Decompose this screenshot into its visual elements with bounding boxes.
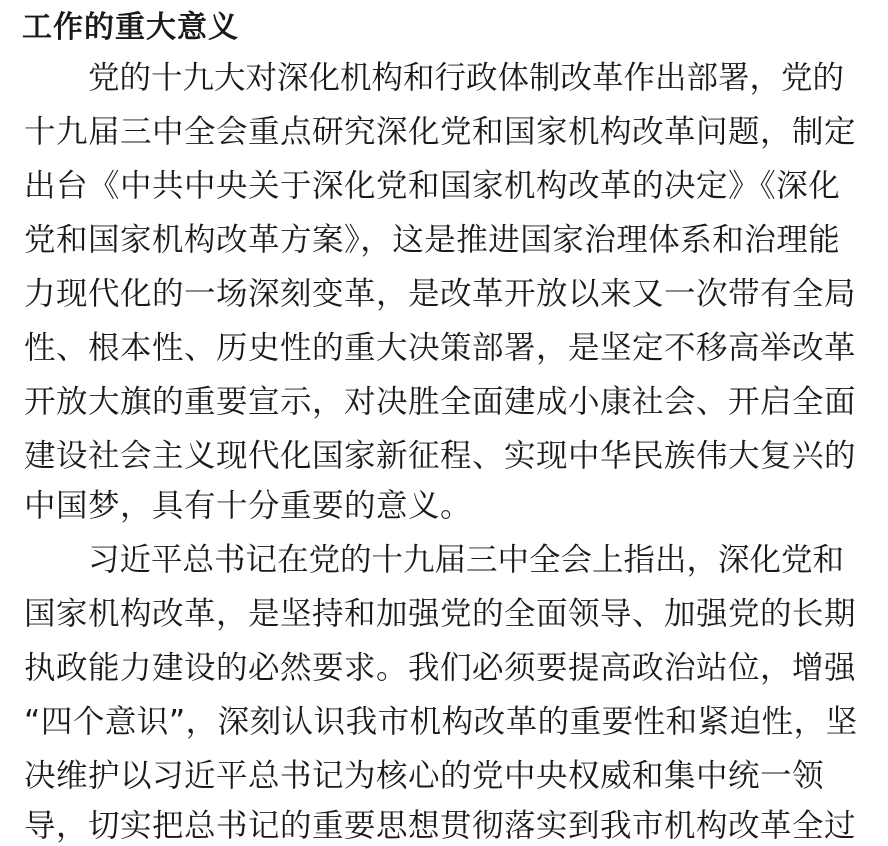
paragraph-1-line-4: 党和国家机构改革方案》，这是推进国家治理体系和治理能 — [24, 222, 841, 258]
paragraph-2-line-1: 习近平总书记在党的十九届三中全会上指出，深化党和 — [88, 542, 845, 578]
paragraph-1-line-8: 建设社会主义现代化国家新征程、实现中华民族伟大复兴的 — [24, 438, 857, 474]
paragraph-1-line-6: 性、根本性、历史性的重大决策部署，是坚定不移高举改革 — [24, 330, 857, 366]
paragraph-1-line-2: 十九届三中全会重点研究深化党和国家机构改革问题，制定 — [24, 114, 857, 150]
paragraph-2-line-6: 导，切实把总书记的重要思想贯彻落实到我市机构改革全过 — [24, 808, 857, 844]
paragraph-2-line-4: “四个意识”，深刻认识我市机构改革的重要性和紧迫性，坚 — [24, 704, 858, 740]
paragraph-1-line-7: 开放大旗的重要宣示，对决胜全面建成小康社会、开启全面 — [24, 384, 857, 420]
paragraph-2-line-5: 决维护以习近平总书记为核心的党中央权威和集中统一领 — [24, 758, 825, 794]
paragraph-2-line-3: 执政能力建设的必然要求。我们必须要提高政治站位，增强 — [24, 650, 857, 686]
paragraph-1-line-3: 出台《中共中央关于深化党和国家机构改革的决定》《深化 — [24, 168, 841, 204]
paragraph-2-line-2: 国家机构改革，是坚持和加强党的全面领导、加强党的长期 — [24, 596, 857, 632]
paragraph-1-line-1: 党的十九大对深化机构和行政体制改革作出部署，党的 — [88, 60, 845, 96]
paragraph-1-line-5: 力现代化的一场深刻变革，是改革开放以来又一次带有全局 — [24, 276, 857, 312]
section-heading: 工作的重大意义 — [22, 10, 239, 45]
paragraph-1-line-9: 中国梦，具有十分重要的意义。 — [24, 488, 473, 524]
